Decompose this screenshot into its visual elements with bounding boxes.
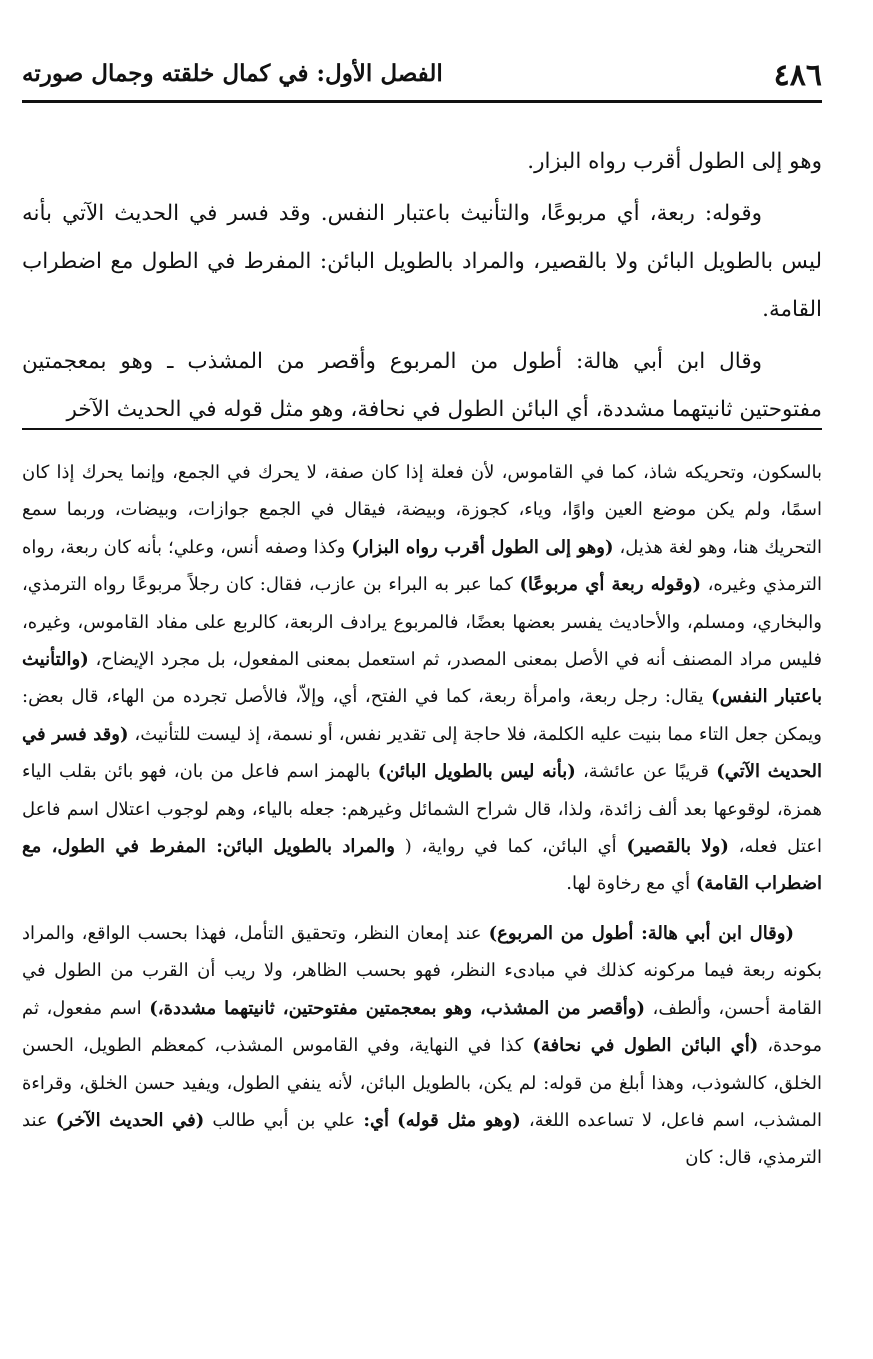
footnote-separator [22, 428, 822, 430]
quoted-phrase: (في الحديث الآخر) [55, 1109, 205, 1131]
main-paragraph: وقوله: ربعة، أي مربوعًا، والتأنيث باعتبار النفس. وقد فسر في الحديث الآتي بأنه ليس بالطويل البائن ولا بالقصير، والمراد بالطويل البائن: المفرط في الطول مع اضطراب القامة. [22, 201, 822, 322]
commentary-run: أي البائن، كما في رواية، ( [394, 836, 627, 858]
commentary-run: قريبًا عن عائشة، [575, 761, 717, 783]
commentary-run: عند إمعان النظر، وتحقيق التأمل، فهذا بحسب الواقع، والمراد بكونه ربعة فيما مركونه كذلك في مبادىء النظر، فهو بحسب الظاهر، ولا ريب أن القرب من الطول في القامة أحسن، وألطف، [22, 922, 823, 1019]
commentary-run: أي مع رخاوة لها. [566, 873, 696, 895]
commentary-run: بالسكون، وتحريكه شاذ، كما في القاموس، لأن فعلة إذا كان صفة، لا يحرك في الجمع، وإنما يحرك إذا كان اسمًا، ولم يكن موضع العين واوًا، وياء، كجوزة، وبيضة، فيقال في الجمع جوازات، وبيضات، وربما سمع التحريك هنا، وهو لغة هذيل، [22, 462, 823, 558]
commentary-run: وكذا وصفه أنس، وعلي؛ بأنه كان ربعة، رواه الترمذي وغيره، [22, 536, 822, 596]
running-title: الفصل الأول: في كمال خلقته وجمال صورته [22, 60, 443, 87]
commentary-run: يقال: رجل ربعة، وامرأة ربعة، كما في الفتح، أي، وإلاّ، فالأصل تجرده من الهاء، قال بعض: ويمكن جعل التاء مما بنيت عليه الكلمة، فلا حاجة إلى تقدير نفس، أو نسمة، إذ ليست للتأنيث، [22, 686, 822, 745]
commentary-run: بالهمز اسم فاعل من بان، فهو بائن بقلب الياء همزة، لوقوعها بعد ألف زائدة، ولذا، قال شراح الشمائل وغيرهم: جعله بالياء، وهم لوجوب اعتلال اسم فاعل اعتل فعله، [22, 761, 822, 858]
page-header [22, 52, 822, 102]
header-rule [22, 100, 822, 103]
quoted-phrase: أي: [363, 1109, 390, 1131]
commentary-run: علي بن أبي طالب [204, 1109, 364, 1131]
quoted-phrase: (بأنه ليس بالطويل البائن) [377, 761, 576, 783]
quoted-phrase: والمراد بالطويل البائن: المفرط في الطول، مع اضطراب القامة) [22, 836, 822, 895]
commentary-run: كذا في النهاية، وفي القاموس المشذب، كمعظم الطويل، الحسن الخلق، كالشوذب، وهذا أبلغ من قوله: لم يكن، بالطويل البائن، لأنه ينفي الطول، ويفيد حسن الخلق، وقراءة المشذب، اسم فاعل، لا تساعده اللغة، [22, 1035, 822, 1131]
quoted-phrase: (والتأنيث باعتبار النفس) [22, 649, 822, 708]
quoted-phrase: (وقوله ربعة أي مربوعًا) [519, 574, 701, 596]
quoted-phrase: (ولا بالقصير) [626, 836, 729, 858]
commentary-run: عند الترمذي، قال: كان [22, 1109, 822, 1169]
main-text [22, 138, 822, 438]
quoted-phrase: (وهو إلى الطول أقرب رواه البزار) [351, 536, 614, 558]
commentary-text [22, 454, 822, 1177]
quoted-phrase: (وهو مثل قوله) [397, 1109, 521, 1131]
commentary-run [389, 1110, 397, 1131]
quoted-phrase: (وقال ابن أبي هالة: أطول من المربوع) [488, 922, 794, 944]
main-paragraph: وقال ابن أبي هالة: أطول من المربوع وأقصر من المشذب ـ وهو بمعجمتين مفتوحتين ثانيتهما مشددة، أي البائن الطول في نحافة، وهو مثل قوله في الحديث الآخر [22, 349, 822, 422]
commentary-run: اسم مفعول، ثم موحدة، [22, 997, 823, 1057]
commentary-paragraph [22, 454, 822, 903]
quoted-phrase: (وقد فسر في الحديث الآتي) [22, 723, 822, 783]
quoted-phrase: (وأقصر من المشذب، وهو بمعجمتين مفتوحتين، ثانيتهما مشددة،) [149, 997, 646, 1019]
quoted-phrase: (أي البائن الطول في نحافة) [532, 1035, 759, 1057]
page-number: ٤٨٦ [773, 58, 822, 93]
commentary-run: كما عبر به البراء بن عازب، فقال: كان رجلاً مربوعًا رواه الترمذي، والبخاري، ومسلم، والأحاديث يفسر بعضها بعضًا، فالمربوع يرادف الربعة، كالربع على مفاد القاموس، وغيره، فليس مراد المصنف أنه في الأصل بمعنى المصدر، ثم استعمل بمعنى المفعول، بل مجرد الإيضاح، [22, 574, 822, 671]
main-paragraph: وهو إلى الطول أقرب رواه البزار. [527, 149, 822, 174]
commentary-paragraph [22, 915, 822, 1177]
